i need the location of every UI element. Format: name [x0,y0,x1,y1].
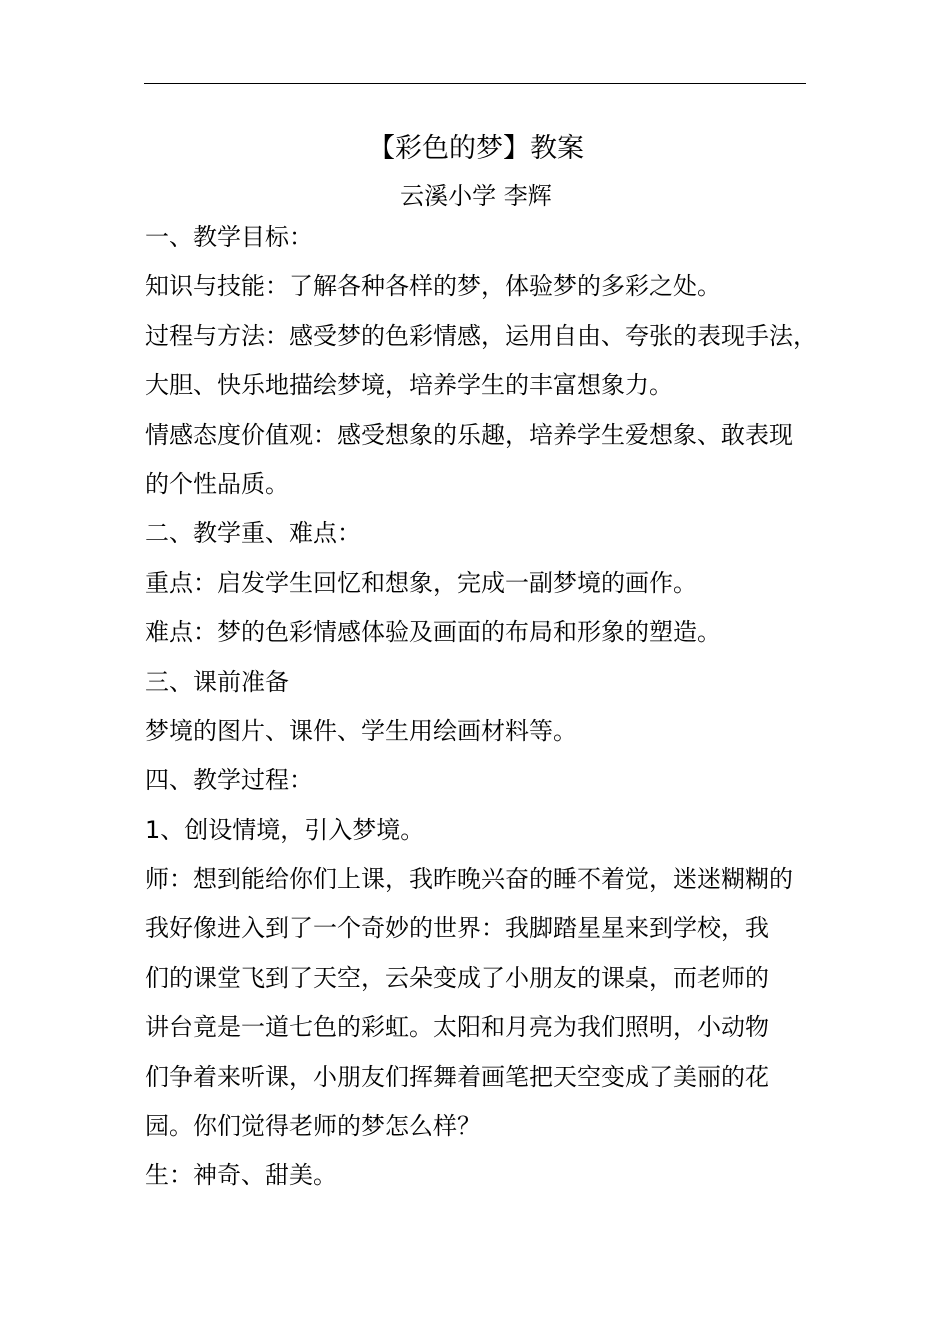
section-heading-key-points: 二、教学重、难点： [145,519,361,548]
paragraph-line: 大胆、快乐地描绘梦境，培养学生的丰富想象力。 [145,371,673,400]
paragraph-line: 重点：启发学生回忆和想象，完成一副梦境的画作。 [145,568,697,597]
section-heading-objectives: 一、教学目标： [145,223,313,251]
section-heading-preparation: 三、课前准备 [145,667,289,696]
paragraph-line: 知识与技能：了解各种各样的梦，体验梦的多彩之处。 [145,272,721,301]
paragraph-line: 难点：梦的色彩情感体验及画面的布局和形象的塑造。 [145,618,721,647]
paragraph-line: 生：神奇、甜美。 [145,1161,337,1190]
paragraph-line: 讲台竟是一道七色的彩虹。太阳和月亮为我们照明，小动物 [145,1013,769,1042]
paragraph-line: 们的课堂飞到了天空，云朵变成了小朋友的课桌，而老师的 [145,963,769,992]
subsection-heading: 1、创设情境，引入梦境。 [145,815,425,844]
section-heading-process: 四、教学过程： [145,766,313,795]
paragraph-line: 师：想到能给你们上课，我昨晚兴奋的睡不着觉，迷迷糊糊的 [145,865,793,894]
paragraph-line: 园。你们觉得老师的梦怎么样？ [145,1112,481,1141]
paragraph-line: 我好像进入到了一个奇妙的世界：我脚踏星星来到学校，我 [145,914,769,943]
paragraph-line: 情感态度价值观：感受想象的乐趣，培养学生爱想象、敢表现 [145,420,793,449]
document-author: 云溪小学 李辉 [400,182,552,210]
paragraph-line: 梦境的图片、课件、学生用绘画材料等。 [145,716,577,745]
paragraph-line: 们争着来听课，小朋友们挥舞着画笔把天空变成了美丽的花 [145,1062,769,1091]
paragraph-line: 的个性品质。 [145,469,289,498]
header-rule [144,83,806,84]
document-title: 【彩色的梦】教案 [368,133,584,164]
document-page [145,130,817,1201]
paragraph-line: 过程与方法：感受梦的色彩情感，运用自由、夸张的表现手法， [145,321,817,350]
